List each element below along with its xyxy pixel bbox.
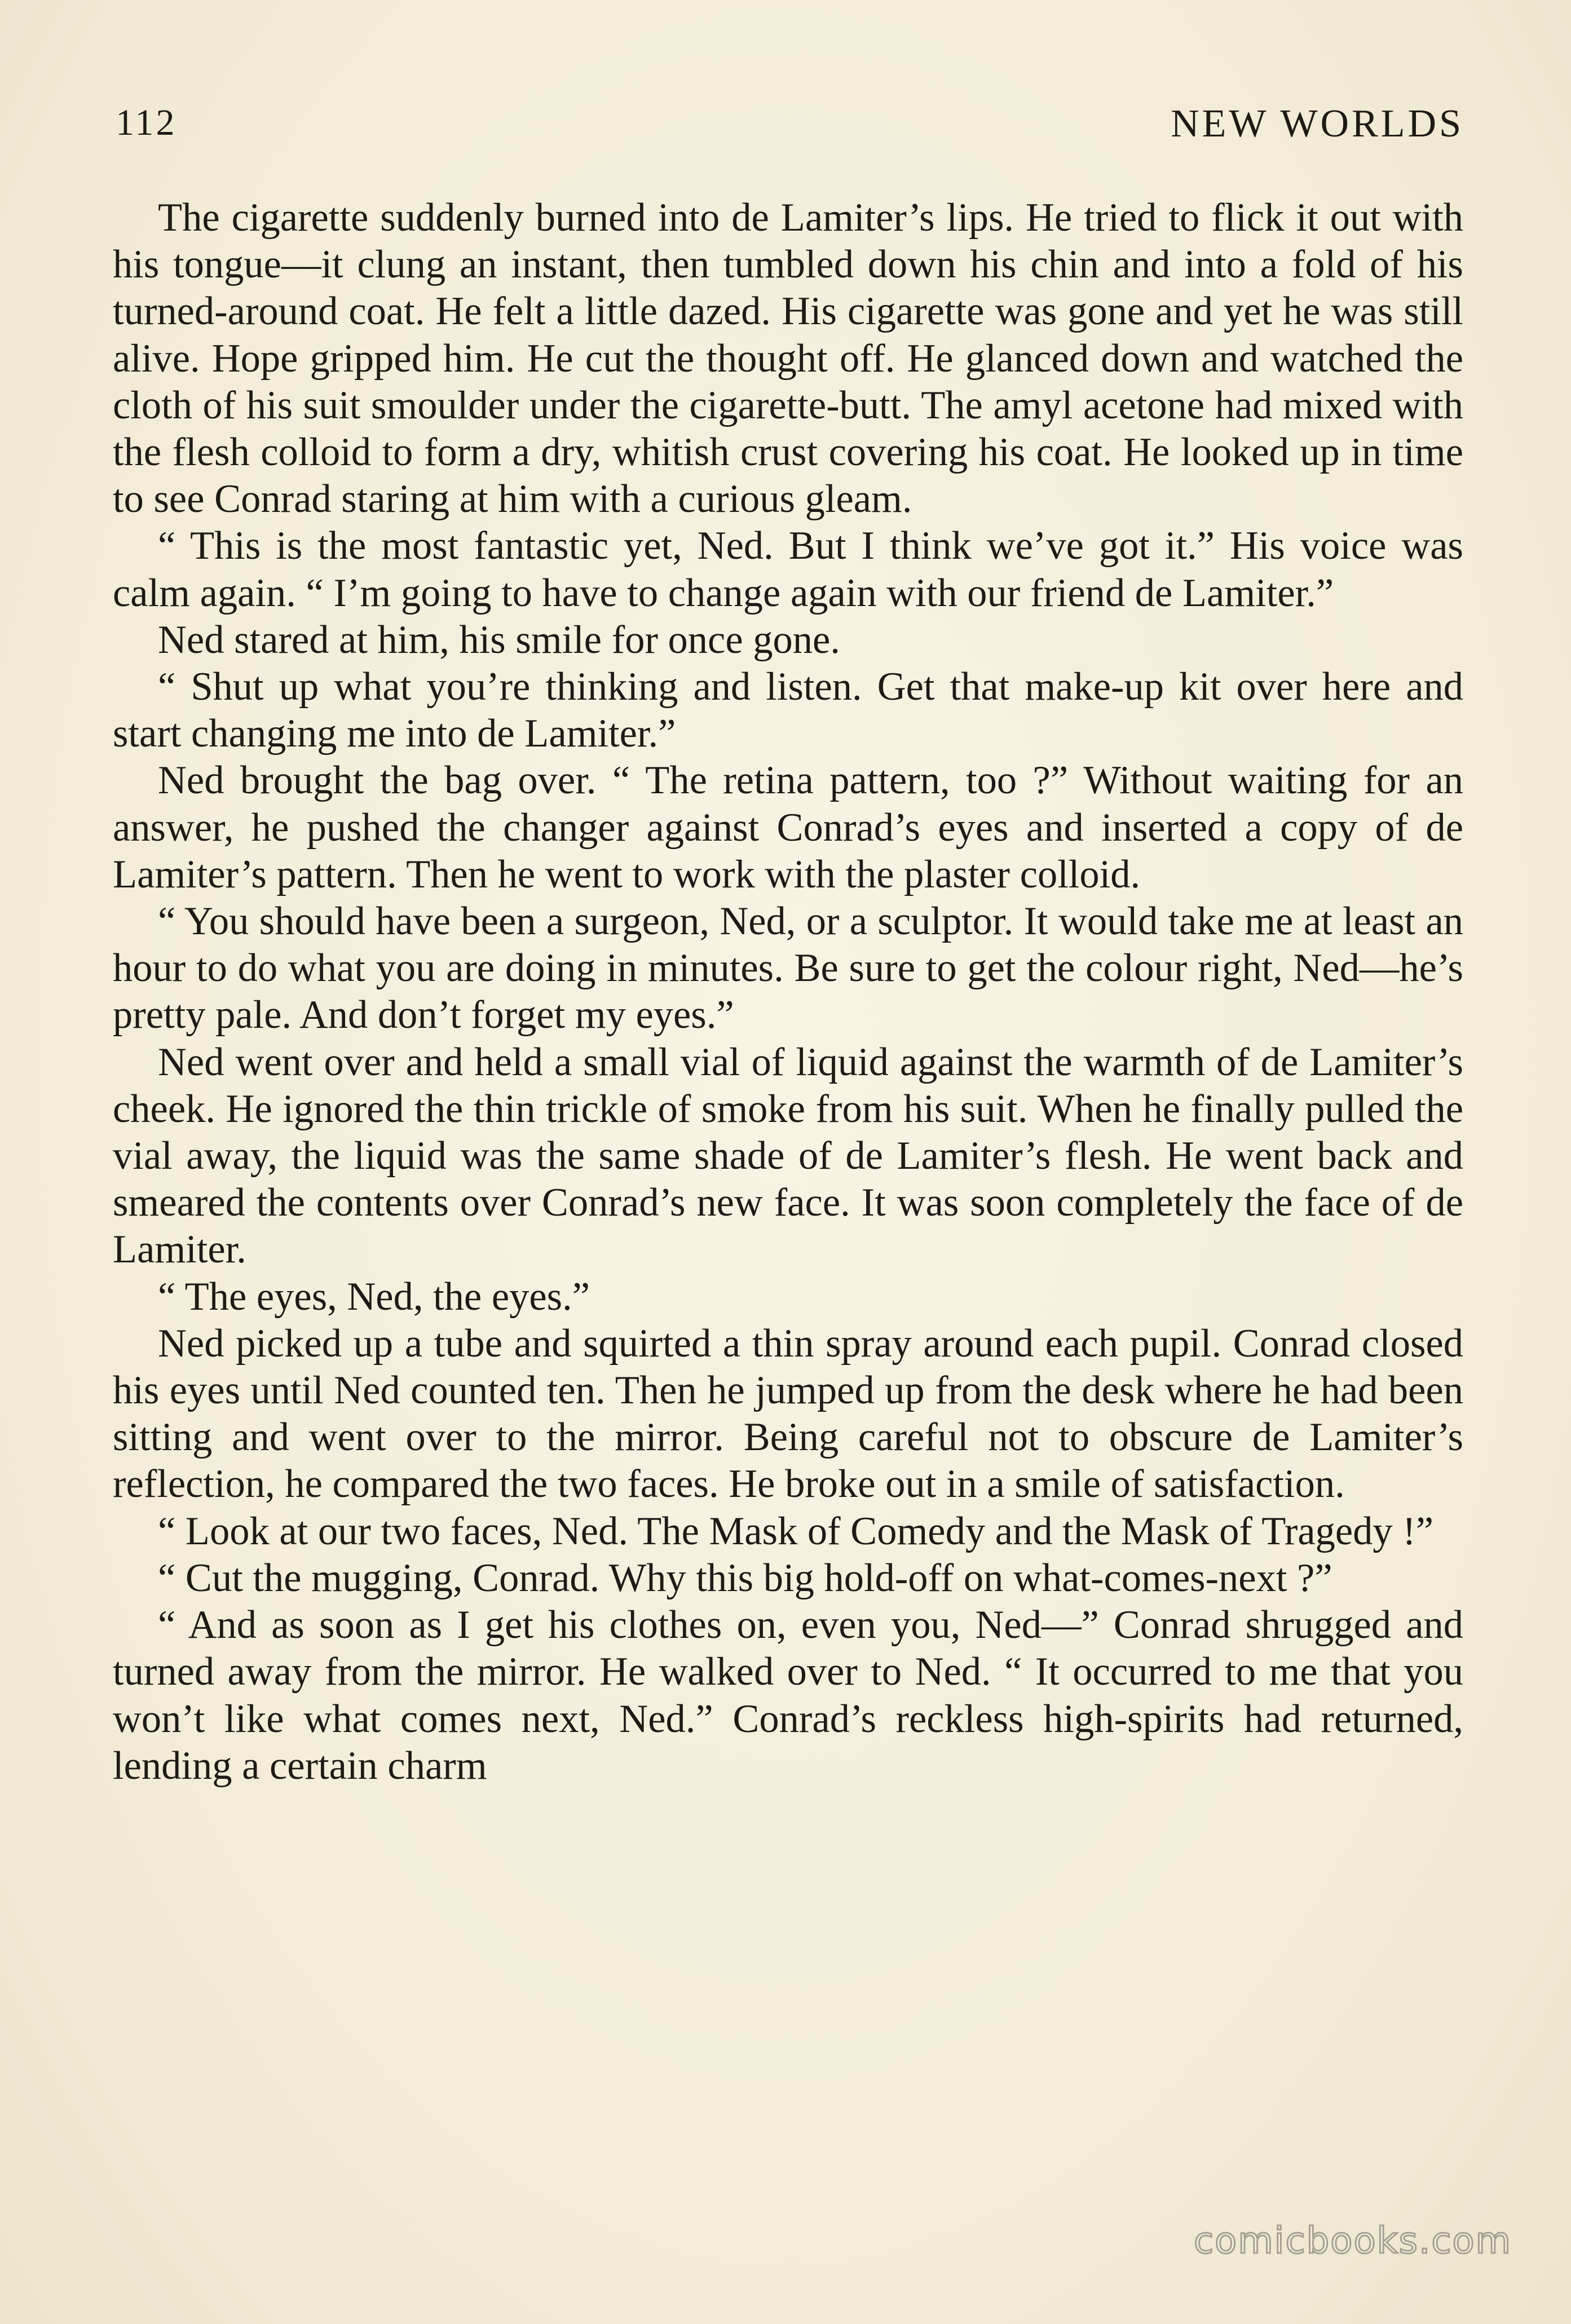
paragraph: “ Cut the mugging, Conrad. Why this big hold-off on what-comes-next ?” <box>158 1556 1332 1600</box>
running-head <box>116 101 1464 152</box>
paragraph: Ned went over and held a small vial of liquid against the warmth of de Lamiter’s cheek. He ignored the thin trickle of smoke from his suit. When he finally pulled the vial away, the liquid was the same shade of de Lamiter’s flesh. He went back and smeared the contents over Conrad’s new face. It was soon completely the face of de Lamiter. <box>113 1040 1463 1272</box>
paragraph: “ You should have been a surgeon, Ned, or a sculptor. It would take me at least an hour to do what you are doing in minutes. Be sure to get the colour right, Ned—he’s pretty pale. And don’t forget my eyes.” <box>113 899 1463 1037</box>
paragraph: “ Look at our two faces, Ned. The Mask of Comedy and the Mask of Tragedy !” <box>158 1509 1434 1553</box>
paragraph: The cigarette suddenly burned into de Lamiter’s lips. He tried to flick it out with his tongue—it clung an instant, then tumbled down his chin and into a fold of his turned-around coat. He felt a little dazed. His cigarette was gone and yet he was still alive. Hope gripped him. He cut the thought off. He glanced down and watched the cloth of his suit smoulder under the cigarette-butt. The amyl acetone had mixed with the flesh colloid to form a dry, whitish crust covering his coat. He looked up in time to see Conrad staring at him with a curious gleam. <box>113 196 1463 522</box>
paragraph: Ned brought the bag over. “ The retina pattern, too ?” Without waiting for an answer, he pushed the changer against Conrad’s eyes and inserted a copy of de Lamiter’s pattern. Then he went to work with the plaster colloid. <box>113 758 1463 896</box>
paragraph: “ And as soon as I get his clothes on, even you, Ned—” Conrad shrugged and turned away from the mirror. He walked over to Ned. “ It occurred to me that you won’t like what comes next, Ned.” Conrad’s reckless high-spirits had returned, lending a certain charm <box>113 1603 1463 1788</box>
paragraph: Ned picked up a tube and squirted a thin spray around each pupil. Conrad closed his eyes until Ned counted ten. Then he jumped up from the desk where he had been sitting and went over to the mirror. Being careful not to obscure de Lamiter’s reflection, he compared the two faces. He broke out in a smile of satisfaction. <box>113 1321 1463 1506</box>
paragraph: “ This is the most fantastic yet, Ned. But I think we’ve got it.” His voice was calm again. “ I’m going to have to change again with our friend de Lamiter.” <box>113 524 1463 615</box>
body-text <box>113 195 1463 1790</box>
running-title: NEW WORLDS <box>1171 102 1464 145</box>
paragraph: Ned stared at him, his smile for once gone. <box>158 617 840 662</box>
watermark: comicbooks.com <box>1193 2220 1512 2262</box>
paragraph: “ The eyes, Ned, the eyes.” <box>158 1274 590 1319</box>
page-number: 112 <box>116 102 177 143</box>
paragraph: “ Shut up what you’re thinking and listen. Get that make-up kit over here and start changing me into de Lamiter.” <box>113 665 1463 756</box>
